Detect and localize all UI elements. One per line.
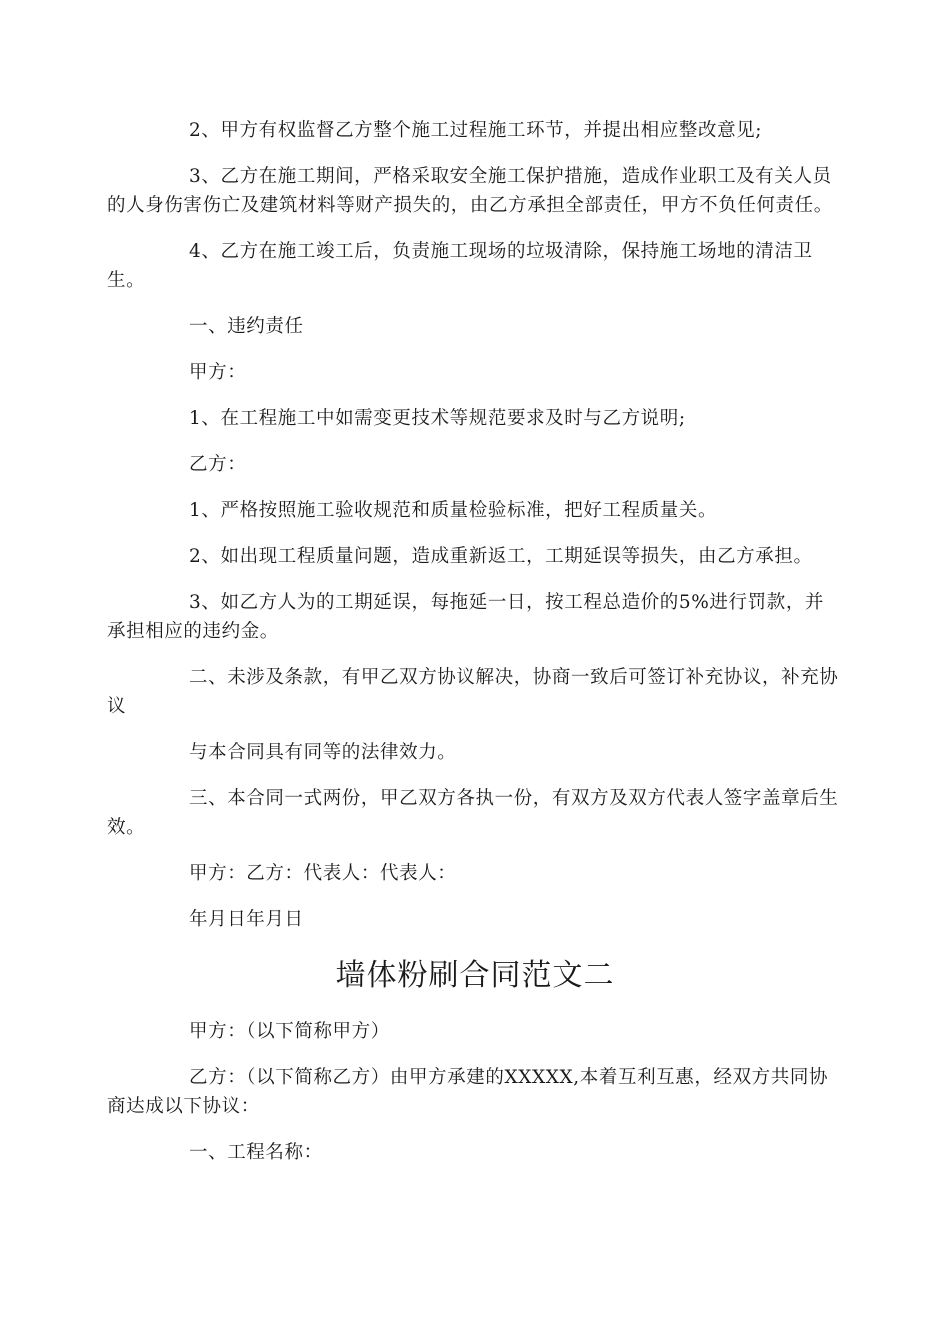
party-a-intro: 甲方：（以下简称甲方）	[189, 1021, 390, 1042]
clause-copies: 三、本合同一式两份，甲乙双方各执一份，有双方及双方代表人签字盖章后生效。	[107, 788, 839, 838]
date-line: 年月日年月日	[189, 909, 304, 930]
party-b-label: 乙方：	[189, 454, 247, 475]
party-b-clause-2: 2、如出现工程质量问题，造成重新返工，工期延误等损失，由乙方承担。	[189, 546, 813, 567]
party-b-clause-1: 1、严格按照施工验收规范和质量检验标准，把好工程质量关。	[189, 500, 718, 521]
clause-legal-effect: 与本合同具有同等的法律效力。	[189, 742, 457, 763]
clause-supervision: 2、甲方有权监督乙方整个施工过程施工环节，并提出相应整改意见;	[189, 120, 763, 141]
party-b-clause-3: 3、如乙方人为的工期延误，每拖延一日，按工程总造价的5%进行罚款，并承担相应的违约金。	[107, 592, 825, 642]
party-b-intro: 乙方：（以下简称乙方）由甲方承建的XXXXX,本着互利互惠，经双方共同协商达成以下协议：	[107, 1067, 829, 1117]
document-body	[107, 116, 843, 1184]
section-title: 墙体粉刷合同范文二	[335, 958, 615, 993]
clause-cleanup: 4、乙方在施工竣工后，负责施工现场的垃圾清除，保持施工场地的清洁卫生。	[107, 241, 813, 291]
clause-safety: 3、乙方在施工期间，严格采取安全施工保护措施，造成作业职工及有关人员的人身伤害伤亡及建筑材料等财产损失的，由乙方承担全部责任，甲方不负任何责任。	[107, 166, 833, 216]
project-name-heading: 一、工程名称：	[189, 1142, 323, 1163]
signature-line: 甲方：乙方：代表人：代表人：	[189, 863, 457, 884]
clause-supplementary: 二、未涉及条款，有甲乙双方协议解决，协商一致后可签订补充协议，补充协议	[107, 667, 839, 717]
party-a-clause-1: 1、在工程施工中如需变更技术等规范要求及时与乙方说明;	[189, 408, 686, 429]
party-a-label: 甲方：	[189, 362, 247, 383]
heading-breach-liability: 一、违约责任	[189, 316, 304, 337]
